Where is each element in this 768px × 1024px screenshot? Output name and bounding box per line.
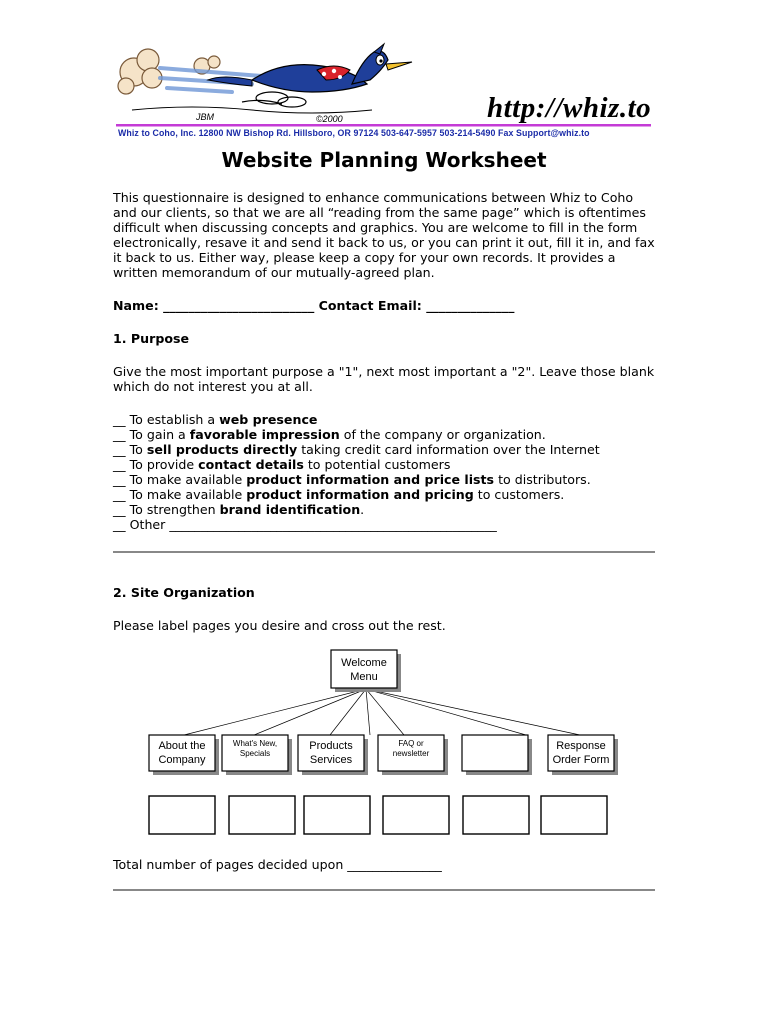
purpose-instructions-line: Give the most important purpose a "1", next most important a "2". Leave those blank [113,364,655,379]
intro-line: written memorandum of our mutually-agreed plan. [113,265,435,280]
email-label: Contact Email: [318,298,422,313]
intro-line: it back to us. Either way, please keep a copy for your own records. It provides a [113,250,616,265]
empty-page-boxes [149,796,607,834]
purpose-item-price-lists[interactable]: __ To make available product information and price lists to distributors. [113,472,591,487]
page-box-response[interactable] [548,735,618,775]
purpose-item-contact-details[interactable]: __ To provide contact details to potential customers [113,457,451,472]
name-label: Name: [113,298,159,313]
welcome-menu-box[interactable] [331,650,401,692]
empty-page-box[interactable] [383,796,449,834]
empty-page-box[interactable] [149,796,215,834]
section-organization-heading: 2. Site Organization [113,585,255,600]
purpose-item-favorable-impression[interactable]: __ To gain a favorable impression of the company or organization. [113,427,546,442]
total-pages-line[interactable]: Total number of pages decided upon _______________ [113,857,442,872]
empty-page-box[interactable] [229,796,295,834]
svg-text:Services: Services [309,754,353,766]
section-divider [113,551,655,553]
header-url: http://whiz.to [487,92,652,124]
svg-text:About the: About the [158,740,206,752]
name-field[interactable]: ________________________ [163,298,315,313]
page-title: Website Planning Worksheet [221,148,547,172]
svg-text:Response: Response [556,740,606,752]
purpose-item-other[interactable]: __ Other ____________________________________________________ [113,517,497,532]
svg-text:Order Form: Order Form [552,754,610,766]
organization-instructions: Please label pages you desire and cross out the rest. [113,618,446,633]
purpose-list [113,412,600,532]
purpose-item-web-presence[interactable]: __ To establish a web presence [113,412,318,427]
intro-line: difficult when discussing concepts and graphics. You are welcome to fill in the form [113,220,638,235]
empty-page-box[interactable] [541,796,607,834]
signature-text: JBM [196,112,214,122]
page-box-blank[interactable] [462,735,532,775]
purpose-instructions-line: which do not interest you at all. [113,379,313,394]
intro-line: This questionnaire is designed to enhance communications between Whiz to Coho [113,190,634,205]
purpose-item-sell-products[interactable]: __ To sell products directly taking credit card information over the Internet [113,442,600,457]
intro-line: and our clients, so that we are all “reading from the same page” which is oftentimes [113,205,646,220]
header-contact-line: Whiz to Coho, Inc. 12800 NW Bishop Rd. Hillsboro, OR 97124 503-647-5957 503-214-5490 Fax Support@whiz.to [118,128,590,138]
email-field[interactable]: ______________ [426,298,515,313]
svg-text:FAQ or: FAQ or [398,739,424,748]
header-logo-banner [112,40,657,140]
page-box-whats-new[interactable] [222,735,292,775]
svg-text:Company: Company [158,754,206,766]
page-box-faq[interactable] [378,735,448,775]
intro-line: electronically, resave it and send it back to us, or you can print it out, fill it in, and fax [113,235,655,250]
welcome-menu-label: Menu [350,671,378,683]
svg-text:newsletter: newsletter [392,749,430,758]
connector-lines [184,689,580,735]
svg-text:What's New,: What's New, [232,739,278,748]
page-box-products[interactable] [298,735,368,775]
svg-text:Specials: Specials [239,749,271,758]
section-purpose-heading: 1. Purpose [113,331,190,346]
purpose-item-brand[interactable]: __ To strengthen brand identification. [113,502,365,517]
svg-text:Products: Products [309,740,353,752]
copyright-text: ©2000 [316,114,343,124]
purpose-item-pricing[interactable]: __ To make available product information and pricing to customers. [113,487,565,502]
roadrunner-logo-icon [112,40,657,140]
empty-page-box[interactable] [304,796,370,834]
name-email-line [113,298,514,313]
section-divider [113,889,655,891]
site-map-diagram [140,645,620,845]
welcome-menu-label: Welcome [341,657,387,669]
intro-paragraph [113,190,661,280]
empty-page-box[interactable] [463,796,529,834]
page-box-about[interactable] [149,735,219,775]
